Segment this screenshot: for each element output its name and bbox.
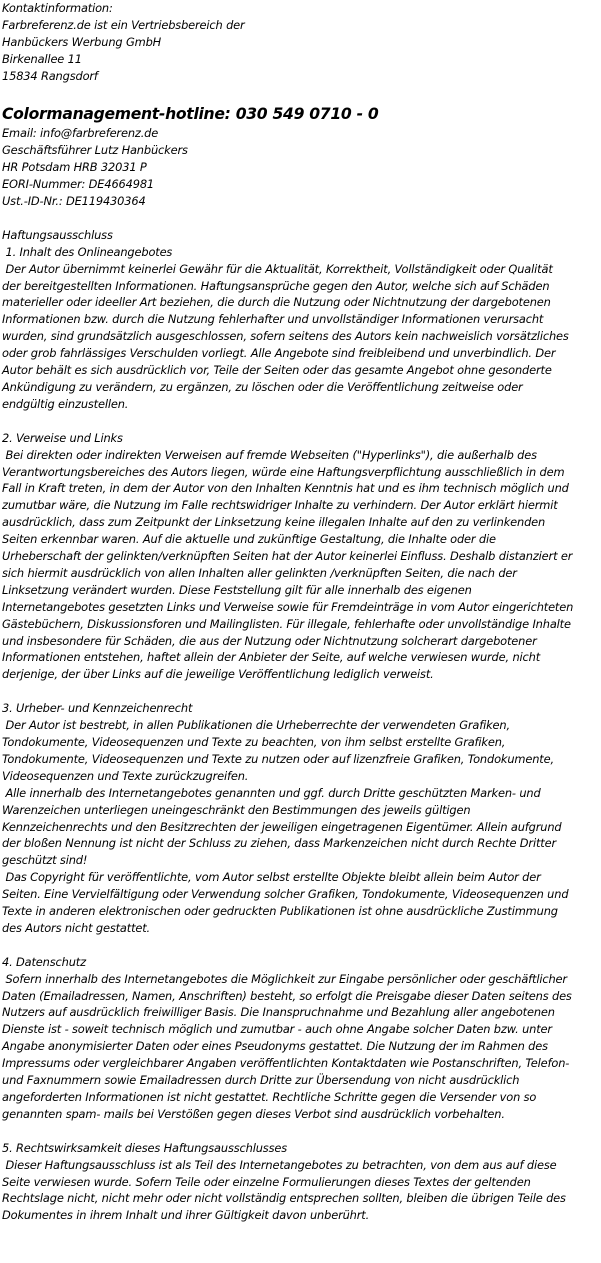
section-line: Tondokumente, Videosequenzen und Texte zu nutzen oder auf lizenzfreie Grafiken, Tondokumente, — [2, 751, 554, 766]
section-line: ausdrücklich, dass zum Zeitpunkt der Linksetzung keine illegalen Inhalte auf den zu verlinkenden — [2, 515, 546, 530]
section-line: derjenige, der über Links auf die jeweilige Veröffentlichung lediglich verweist. — [2, 667, 434, 682]
section-heading: 2. Verweise und Links — [2, 430, 123, 445]
contact-block — [2, 0, 599, 85]
disclaimer — [2, 227, 599, 1224]
section-line: Bei direkten oder indirekten Verweisen auf fremde Webseiten ("Hyperlinks"), die außerhalb des — [2, 447, 537, 462]
section-line: Impressums oder vergleichbarer Angaben veröffentlichten Kontaktdaten wie Postanschriften, Telefon- — [2, 1056, 570, 1071]
section-line: Alle innerhalb des Internetangebotes genannten und ggf. durch Dritte geschützten Marken- und — [2, 785, 541, 800]
section-line: der bereitgestellten Informationen. Haftungsansprüche gegen den Autor, welche sich auf Schäden — [2, 278, 550, 293]
contact-line: Farbreferenz.de ist ein Vertriebsbereich der — [2, 17, 245, 32]
section-line: zumutbar wäre, die Nutzung im Falle rechtswidriger Inhalte zu verhindern. Der Autor erklärt hiermit — [2, 498, 558, 513]
section-line: des Autors nicht gestattet. — [2, 920, 151, 935]
disclaimer-section-3 — [2, 700, 599, 937]
register-line: HR Potsdam HRB 32031 P — [2, 160, 147, 175]
section-line: Autor behält es sich ausdrücklich vor, Teile der Seiten oder das gesamte Angebot ohne gesonderte — [2, 363, 552, 378]
section-line: Kennzeichenrechts und den Besitzrechten der jeweiligen eingetragenen Eigentümer. Allein aufgrund — [2, 819, 562, 834]
section-line: endgültig einzustellen. — [2, 396, 129, 411]
section-line: der bloßen Nennung ist nicht der Schluss zu ziehen, dass Markenzeichen nicht durch Rechte Dritter — [2, 836, 556, 851]
section-line: Fall in Kraft treten, in dem der Autor von den Inhalten Kenntnis hat und es ihm technisch möglich und — [2, 481, 569, 496]
section-line: sich hiermit ausdrücklich von allen Inhalten aller gelinkten /verknüpften Seiten, die nach der — [2, 565, 517, 580]
section-line: genannten spam- mails bei Verstößen gegen dieses Verbot sind ausdrücklich vorbehalten. — [2, 1106, 505, 1121]
section-line: Seiten. Eine Vervielfältigung oder Verwendung solcher Grafiken, Tondokumente, Videosequenzen und — [2, 887, 569, 902]
section-line: Angabe anonymisierter Daten oder eines Pseudonyms gestattet. Die Nutzung der im Rahmen des — [2, 1039, 548, 1054]
section-line: Der Autor ist bestrebt, in allen Publikationen die Urheberrechte der verwendeten Grafiken, — [2, 718, 510, 733]
section-line: Informationen bzw. durch die Nutzung fehlerhafter und unvollständiger Informationen verursacht — [2, 312, 544, 327]
section-line: Nutzers auf ausdrücklich freiwilliger Basis. Die Inanspruchnahme und Bezahlung aller angebotenen — [2, 1005, 555, 1020]
contact-line: Birkenallee 11 — [2, 51, 82, 66]
contact-line: 15834 Rangsdorf — [2, 68, 98, 83]
company-details — [2, 125, 599, 210]
section-line: Daten (Emailadressen, Namen, Anschriften) besteht, so erfolgt die Preisgabe dieser Daten seitens des — [2, 988, 572, 1003]
disclaimer-section-2 — [2, 430, 599, 684]
section-line: materieller oder ideeller Art beziehen, die durch die Nutzung oder Nichtnutzung der dargebotenen — [2, 295, 551, 310]
section-line: Linksetzung verändert wurden. Diese Feststellung gilt für alle innerhalb des eigenen — [2, 582, 472, 597]
section-line: Der Autor übernimmt keinerlei Gewähr für die Aktualität, Korrektheit, Vollständigkeit oder Qualität — [2, 261, 553, 276]
section-line: Seiten erkennbar waren. Auf die aktuelle und zukünftige Gestaltung, die Inhalte oder die — [2, 532, 496, 547]
section-line: Texte in anderen elektronischen oder gedruckten Publikationen ist ohne ausdrückliche Zustimmung — [2, 904, 558, 919]
section-line: Informationen entstehen, haftet allein der Anbieter der Seite, auf welche verwiesen wurde, nicht — [2, 650, 541, 665]
section-heading: 1. Inhalt des Onlineangebotes — [2, 244, 173, 259]
section-line: geschützt sind! — [2, 853, 88, 868]
section-line: und insbesondere für Schäden, die aus der Nutzung oder Nichtnutzung solcherart dargebotener — [2, 633, 537, 648]
section-line: Urheberschaft der gelinkten/verknüpften Seiten hat der Autor keinerlei Einfluss. Deshalb distanziert er — [2, 549, 573, 564]
section-line: Warenzeichen unterliegen uneingeschränkt den Bestimmungen des jeweils gültigen — [2, 802, 471, 817]
section-line: und Faxnummern sowie Emailadressen durch Dritte zur Übersendung von nicht ausdrücklich — [2, 1073, 520, 1088]
section-line: Das Copyright für veröffentlichte, vom Autor selbst erstellte Objekte bleibt allein beim Autor der — [2, 870, 541, 885]
disclaimer-section-5 — [2, 1140, 599, 1225]
eori-line: EORI-Nummer: DE4664981 — [2, 177, 155, 192]
disclaimer-section-4 — [2, 954, 599, 1123]
hotline-heading: Colormanagement-hotline: 030 549 0710 - 0 — [2, 105, 379, 124]
section-line: Dienste ist - soweit technisch möglich und zumutbar - auch ohne Angabe solcher Daten bzw. unter — [2, 1022, 552, 1037]
section-line: Internetangebotes gesetzten Links und Verweise sowie für Fremdeinträge in vom Autor eingerichteten — [2, 599, 574, 614]
section-line: Sofern innerhalb des Internetangebotes die Möglichkeit zur Eingabe persönlicher oder geschäftlicher — [2, 971, 567, 986]
ceo-line: Geschäftsführer Lutz Hanbückers — [2, 143, 188, 158]
email-link[interactable]: Email: info@farbreferenz.de — [2, 126, 159, 141]
section-line: Videosequenzen und Texte zurückzugreifen. — [2, 768, 249, 783]
section-line: Rechtslage nicht, nicht mehr oder nicht vollständig entsprechen sollten, bleiben die übrigen Teile des — [2, 1191, 566, 1206]
section-line: Seite verwiesen wurde. Sofern Teile oder einzelne Formulierungen dieses Textes der geltenden — [2, 1174, 531, 1189]
section-line: wurden, sind grundsätzlich ausgeschlossen, sofern seitens des Autors kein nachweislich vorsätzliches — [2, 329, 569, 344]
section-line: Tondokumente, Videosequenzen und Texte zu beachten, von ihm selbst erstellte Grafiken, — [2, 735, 506, 749]
section-heading: 5. Rechtswirksamkeit dieses Haftungsausschlusses — [2, 1140, 287, 1155]
contact-line: Hanbückers Werbung GmbH — [2, 34, 162, 49]
section-line: Dokumentes in ihrem Inhalt und ihrer Gültigkeit davon unberührt. — [2, 1208, 370, 1223]
section-line: Gästebüchern, Diskussionsforen und Mailinglisten. Für illegale, fehlerhafte oder unvollständige Inhalte — [2, 616, 571, 631]
contact-heading: Kontaktinformation: — [2, 1, 113, 15]
section-line: Ankündigung zu verändern, zu ergänzen, zu löschen oder die Veröffentlichung zeitweise oder — [2, 380, 523, 394]
disclaimer-title: Haftungsausschluss — [2, 227, 113, 242]
section-line: Verantwortungsbereiches des Autors liegen, würde eine Haftungsverpflichtung ausschließlich in dem — [2, 464, 565, 479]
section-line: Dieser Haftungsausschluss ist als Teil des Internetangebotes zu betrachten, von dem aus auf diese — [2, 1157, 557, 1172]
section-line: angeforderten Informationen ist nicht gestattet. Rechtliche Schritte gegen die Versender von so — [2, 1090, 537, 1105]
section-heading: 3. Urheber- und Kennzeichenrecht — [2, 701, 193, 716]
vat-line: Ust.-ID-Nr.: DE119430364 — [2, 194, 146, 209]
section-line: oder grob fahrlässiges Verschulden vorliegt. Alle Angebote sind freibleibend und unverbindlich. Der — [2, 346, 556, 361]
section-heading: 4. Datenschutz — [2, 954, 86, 969]
impressum-page — [2, 0, 599, 1224]
disclaimer-section-1 — [2, 244, 599, 413]
